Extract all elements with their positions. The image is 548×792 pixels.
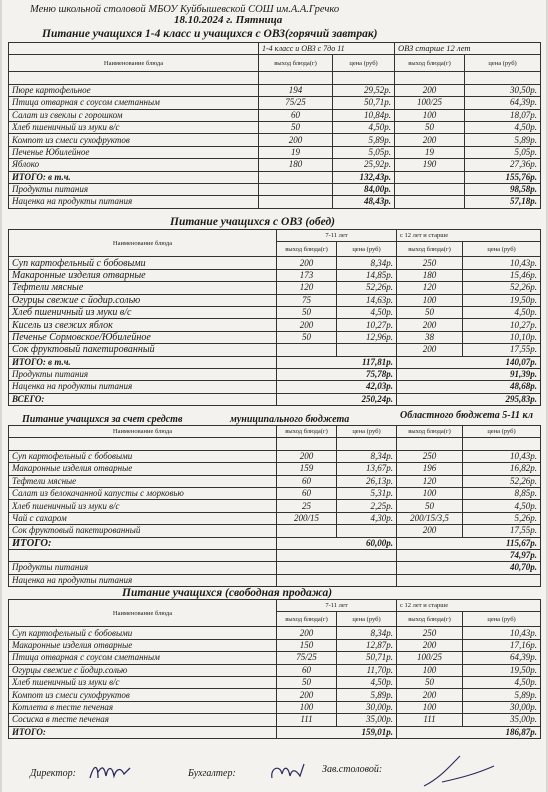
itogo-label: ИТОГО: (9, 726, 277, 738)
dish-output-a: 60 (259, 109, 333, 121)
dish-price-a: 4,30р. (337, 512, 397, 524)
dish-name: Хлеб пшеничный из муки в/с (9, 500, 277, 512)
col-name: Наименование блюда (9, 55, 259, 72)
dish-name: Сосиска в тесте печеная (9, 714, 277, 726)
dish-price-a (337, 525, 397, 537)
dish-price-b: 19,50р. (463, 294, 541, 306)
dish-output-b: 190 (395, 159, 465, 171)
dish-name: Салат из белокачанной капусты с морковью (9, 487, 277, 499)
markup-a: 42,03р. (277, 381, 397, 393)
dish-output-a: 200 (277, 319, 337, 331)
group-b-label: ОВЗ старше 12 лет (395, 43, 541, 55)
menu-sheet (2, 0, 546, 792)
menu-date: 18.10.2024 г. Пятница (174, 14, 283, 26)
dish-price-a: 35,00р. (337, 714, 397, 726)
dish-price-a: 13,67р. (337, 463, 397, 475)
table-row (9, 652, 541, 664)
table-row (9, 512, 541, 524)
markup-a: 48,43р. (333, 196, 395, 208)
table-row (9, 319, 541, 331)
table-row (9, 121, 541, 133)
canteen-label: Зав.столовой: (322, 764, 383, 775)
dish-price-a: 10,27р. (337, 319, 397, 331)
products-label: Продукты питания (9, 183, 259, 195)
table-row (9, 664, 541, 676)
dish-price-a: 4,50р. (337, 676, 397, 688)
dish-output-a (277, 525, 337, 537)
group-a-label: 7-11 лет (277, 230, 397, 242)
dish-output-a: 200 (277, 257, 337, 269)
dish-price-b: 18,07р. (465, 109, 541, 121)
col-name: Наименование блюда (9, 600, 277, 627)
dish-output-b: 111 (397, 714, 463, 726)
dish-name: Пюре картофельное (9, 84, 259, 96)
dish-price-b: 4,50р. (463, 500, 541, 512)
dish-output-a: 50 (259, 121, 333, 133)
dish-output-b: 100 (397, 487, 463, 499)
dish-output-a: 200 (277, 450, 337, 462)
total-b: 295,83р. (397, 393, 541, 405)
dish-name: Птица отварная с соусом сметанным (9, 652, 277, 664)
section2-title: Питание учащихся с ОВЗ (обед) (170, 216, 335, 228)
dish-name (9, 438, 277, 450)
dish-name: Чай с сахаром (9, 512, 277, 524)
group-a-label: 1-4 класс и ОВЗ с 7до 11 (259, 43, 395, 55)
dish-output-b: 200 (395, 134, 465, 146)
table-row (9, 84, 541, 96)
dish-name: Суп картофельный с бобовыми (9, 627, 277, 639)
dish-output-b: 100 (395, 109, 465, 121)
dish-output-b: 100/25 (395, 97, 465, 109)
dish-output-b: 250 (397, 450, 463, 462)
dish-name: Тефтели мясные (9, 282, 277, 294)
dish-price-b: 52,26р. (463, 282, 541, 294)
table-row (9, 72, 541, 84)
itogo-a: 60,00р. (277, 537, 397, 549)
col-out: выход блюда(г) (259, 55, 333, 72)
total-label: ВСЕГО: (9, 393, 277, 405)
dish-output-a: 60 (277, 475, 337, 487)
section3-title-c: Областного бюджета 5-11 кл (400, 410, 533, 421)
dish-output-a (277, 438, 337, 450)
dish-output-b: 19 (395, 146, 465, 158)
dish-price-b: 4,50р. (463, 306, 541, 318)
dish-name: Сок фруктовый пакетированный (9, 525, 277, 537)
dish-name: Печенье Сормовское/Юбилейное (9, 331, 277, 343)
canteen-signature (420, 752, 500, 790)
table-row (9, 331, 541, 343)
dish-output-a: 50 (277, 306, 337, 318)
dish-output-a: 50 (277, 331, 337, 343)
products-b: 40,70р. (397, 562, 541, 574)
table-row (9, 676, 541, 688)
dish-name: Хлеб пшеничный из муки в/с (9, 306, 277, 318)
col-name: Наименование блюда (9, 230, 277, 257)
dish-price-b: 15,46р. (463, 269, 541, 281)
itogo-b: 186,87р. (397, 726, 541, 738)
dish-output-a: 200 (259, 134, 333, 146)
dish-output-b (395, 72, 465, 84)
dish-price-a: 5,31р. (337, 487, 397, 499)
col-out: выход блюда(г) (395, 55, 465, 72)
school-name: Меню школьной столовой МБОУ Куйбышевской СОШ им.А.А.Гречко (30, 4, 340, 15)
table-row (9, 714, 541, 726)
itogo-b2: 74,97р. (397, 549, 541, 561)
table-row (9, 487, 541, 499)
dish-price-a: 29,52р. (333, 84, 395, 96)
dish-output-b: 200 (397, 689, 463, 701)
dish-name (9, 72, 259, 84)
dish-name: Макаронные изделия отварные (9, 463, 277, 475)
dish-output-a: 50 (277, 676, 337, 688)
products-b: 98,58р. (465, 183, 541, 195)
dish-name: Птица отварная с соусом сметанным (9, 97, 259, 109)
dish-output-a: 111 (277, 714, 337, 726)
dish-output-a: 180 (259, 159, 333, 171)
group-a-label: 7-11 лет (277, 600, 397, 612)
dish-output-b: 50 (395, 121, 465, 133)
dish-price-b: 5,89р. (463, 689, 541, 701)
col-price: цена (руб) (337, 426, 397, 438)
accountant-label: Бухгалтер: (188, 768, 236, 779)
dish-output-b: 250 (397, 257, 463, 269)
col-out: выход блюда(г) (397, 426, 463, 438)
dish-price-b: 10,43р. (463, 257, 541, 269)
markup-label: Наценка на продукты питания (9, 196, 259, 208)
dish-output-b: 50 (397, 500, 463, 512)
table-row (9, 257, 541, 269)
dish-output-a: 150 (277, 639, 337, 651)
dish-price-b: 10,10р. (463, 331, 541, 343)
dish-price-b: 19,50р. (463, 664, 541, 676)
dish-price-a: 5,89р. (337, 689, 397, 701)
dish-price-a: 2,25р. (337, 500, 397, 512)
dish-name: Огурцы свежие с йодир.солью (9, 664, 277, 676)
dish-price-a: 52,26р. (337, 282, 397, 294)
col-price: цена (руб) (333, 55, 395, 72)
col-price: цена (руб) (465, 55, 541, 72)
col-out: выход блюда(г) (397, 242, 463, 257)
table-row (9, 294, 541, 306)
section1-title: Питание учащихся 1-4 класс и учащихся с ОВЗ(горячий завтрак) (42, 28, 378, 40)
table-row (9, 701, 541, 713)
total-a: 250,24р. (277, 393, 397, 405)
dish-price-a: 11,70р. (337, 664, 397, 676)
col-price: цена (руб) (463, 242, 541, 257)
dish-price-a: 30,00р. (337, 701, 397, 713)
dish-price-b: 10,43р. (463, 627, 541, 639)
dish-price-b: 5,26р. (463, 512, 541, 524)
table-row (9, 627, 541, 639)
dish-output-a: 100 (277, 701, 337, 713)
dish-price-b: 30,00р. (463, 701, 541, 713)
dish-output-a: 75/25 (277, 652, 337, 664)
dish-price-b (465, 72, 541, 84)
dish-output-b: 50 (397, 306, 463, 318)
dish-name: Суп картофельный с бобовыми (9, 257, 277, 269)
dish-output-a: 120 (277, 282, 337, 294)
itogo-a: 132,43р. (333, 171, 395, 183)
dish-output-b: 200 (397, 525, 463, 537)
section4-title: Питание учащихся (свободная продажа) (122, 587, 333, 599)
dish-output-b: 100 (397, 701, 463, 713)
dish-output-a (277, 344, 337, 356)
dish-name: Салат из свеклы с горошком (9, 109, 259, 121)
products-label: Продукты питания (9, 562, 277, 574)
col-out: выход блюда(г) (277, 242, 337, 257)
dish-price-b: 35,00р. (463, 714, 541, 726)
dish-name: Печенье Юбилейное (9, 146, 259, 158)
itogo-label: ИТОГО: в т.ч. (9, 171, 259, 183)
dish-output-b: 180 (397, 269, 463, 281)
itogo-label: ИТОГО: в т.ч. (9, 356, 277, 368)
dish-output-b: 100 (397, 664, 463, 676)
table-row (9, 146, 541, 158)
dish-output-a: 200/15 (277, 512, 337, 524)
itogo-b: 155,76р. (465, 171, 541, 183)
lunch-table (8, 229, 541, 406)
dish-output-b: 200/15/3,5 (397, 512, 463, 524)
markup-label: Наценка на продукты питания (9, 381, 277, 393)
col-out: выход блюда(г) (277, 612, 337, 627)
table-row (9, 639, 541, 651)
table-row (9, 159, 541, 171)
dish-price-b (463, 438, 541, 450)
products-a: 84,00р. (333, 183, 395, 195)
dish-output-a: 19 (259, 146, 333, 158)
col-price: цена (руб) (337, 242, 397, 257)
dish-output-a: 25 (277, 500, 337, 512)
dish-name: Суп картофельный с бобовыми (9, 450, 277, 462)
dish-output-a: 75 (277, 294, 337, 306)
director-signature (86, 760, 136, 784)
col-out: выход блюда(г) (397, 612, 463, 627)
dish-output-b: 250 (397, 627, 463, 639)
breakfast-table (8, 42, 541, 209)
table-row (9, 475, 541, 487)
dish-price-b: 10,27р. (463, 319, 541, 331)
group-b-label: с 12 лет и старше (397, 600, 541, 612)
dish-output-b: 120 (397, 475, 463, 487)
dish-price-a: 10,84р. (333, 109, 395, 121)
table-row (9, 450, 541, 462)
col-price: цена (руб) (463, 612, 541, 627)
dish-output-b: 100/25 (397, 652, 463, 664)
dish-price-b: 4,50р. (465, 121, 541, 133)
dish-name: Яблоко (9, 159, 259, 171)
dish-price-b: 17,16р. (463, 639, 541, 651)
dish-name: Макаронные изделия отварные (9, 639, 277, 651)
dish-output-b: 200 (397, 639, 463, 651)
dish-price-b: 64,39р. (463, 652, 541, 664)
table-row (9, 438, 541, 450)
table-row (9, 306, 541, 318)
dish-output-a: 159 (277, 463, 337, 475)
dish-name: Тефтели мясные (9, 475, 277, 487)
dish-price-a: 12,96р. (337, 331, 397, 343)
dish-price-b: 52,26р. (463, 475, 541, 487)
dish-price-a: 26,13р. (337, 475, 397, 487)
col-price: цена (руб) (337, 612, 397, 627)
dish-output-b: 200 (395, 84, 465, 96)
dish-price-a: 14,85р. (337, 269, 397, 281)
dish-price-b: 16,82р. (463, 463, 541, 475)
products-label: Продукты питания (9, 368, 277, 380)
section3-title-b: муниципального бюджета (230, 414, 350, 425)
dish-price-b: 27,36р. (465, 159, 541, 171)
table-row (9, 500, 541, 512)
markup-label: Наценка на продукты питания (9, 574, 277, 586)
dish-name: Компот из смеси сухофруктов (9, 134, 259, 146)
dish-name: Огурцы свежие с йодир.солью (9, 294, 277, 306)
itogo-label: ИТОГО: (9, 537, 277, 549)
dish-output-a: 200 (277, 627, 337, 639)
itogo-b: 140,07р. (397, 356, 541, 368)
dish-price-a: 8,34р. (337, 257, 397, 269)
dish-price-b: 10,43р. (463, 450, 541, 462)
dish-price-a: 5,89р. (333, 134, 395, 146)
col-name: Наименование блюда (9, 426, 277, 438)
col-out: выход блюда(г) (277, 426, 337, 438)
budget-table (8, 425, 541, 587)
dish-output-a: 75/25 (259, 97, 333, 109)
dish-output-a: 60 (277, 487, 337, 499)
dish-output-b: 50 (397, 676, 463, 688)
dish-name: Макаронные изделия отварные (9, 269, 277, 281)
dish-name: Котлета в тесте печеная (9, 701, 277, 713)
dish-price-b: 4,50р. (463, 676, 541, 688)
dish-name: Хлеб пшеничный из муки в/с (9, 676, 277, 688)
dish-name: Хлеб пшеничный из муки в/с (9, 121, 259, 133)
table-row (9, 344, 541, 356)
dish-output-b: 38 (397, 331, 463, 343)
dish-output-a (259, 72, 333, 84)
dish-price-a: 14,63р. (337, 294, 397, 306)
dish-output-b: 200 (397, 344, 463, 356)
dish-output-b: 196 (397, 463, 463, 475)
dish-price-b: 30,50р. (465, 84, 541, 96)
markup-b: 48,68р. (397, 381, 541, 393)
products-a: 75,78р. (277, 368, 397, 380)
dish-output-b: 200 (397, 319, 463, 331)
dish-price-a (333, 72, 395, 84)
table-row (9, 689, 541, 701)
dish-output-a: 200 (277, 689, 337, 701)
dish-price-a: 50,71р. (337, 652, 397, 664)
dish-output-b (397, 438, 463, 450)
dish-price-a: 12,87р. (337, 639, 397, 651)
table-row (9, 109, 541, 121)
dish-price-b: 5,05р. (465, 146, 541, 158)
table-row (9, 269, 541, 281)
dish-output-a: 173 (277, 269, 337, 281)
dish-name: Кисель из свежих яблок (9, 319, 277, 331)
table-row (9, 525, 541, 537)
dish-price-a: 8,34р. (337, 450, 397, 462)
dish-price-a (337, 344, 397, 356)
director-label: Директор: (30, 768, 76, 779)
dish-price-a: 4,50р. (333, 121, 395, 133)
dish-output-a: 60 (277, 664, 337, 676)
itogo-b: 115,67р. (397, 537, 541, 549)
table-row (9, 282, 541, 294)
dish-output-b: 100 (397, 294, 463, 306)
dish-price-a: 8,34р. (337, 627, 397, 639)
table-row (9, 134, 541, 146)
dish-price-a: 5,05р. (333, 146, 395, 158)
products-b: 91,39р. (397, 368, 541, 380)
dish-price-b: 8,85р. (463, 487, 541, 499)
dish-output-b: 120 (397, 282, 463, 294)
itogo-a: 159,01р. (277, 726, 397, 738)
dish-price-b: 64,39р. (465, 97, 541, 109)
dish-price-a: 25,92р. (333, 159, 395, 171)
dish-price-a: 4,50р. (337, 306, 397, 318)
free-sale-table (8, 599, 541, 739)
dish-price-b: 5,89р. (465, 134, 541, 146)
dish-name: Компот из смеси сухофруктов (9, 689, 277, 701)
itogo-a: 117,81р. (277, 356, 397, 368)
col-price: цена (руб) (463, 426, 541, 438)
dish-price-b: 17,55р. (463, 344, 541, 356)
markup-b (397, 574, 541, 586)
section3-title-a: Питание учащихся за счет средств (22, 414, 183, 425)
dish-price-a: 50,71р. (333, 97, 395, 109)
dish-price-a (337, 438, 397, 450)
dish-output-a: 194 (259, 84, 333, 96)
dish-name: Сок фруктовый пакетированный (9, 344, 277, 356)
table-row (9, 463, 541, 475)
table-row (9, 97, 541, 109)
markup-b: 57,18р. (465, 196, 541, 208)
dish-price-b: 17,55р. (463, 525, 541, 537)
accountant-signature (266, 758, 310, 784)
group-b-label: с 12 лет и старше (397, 230, 541, 242)
